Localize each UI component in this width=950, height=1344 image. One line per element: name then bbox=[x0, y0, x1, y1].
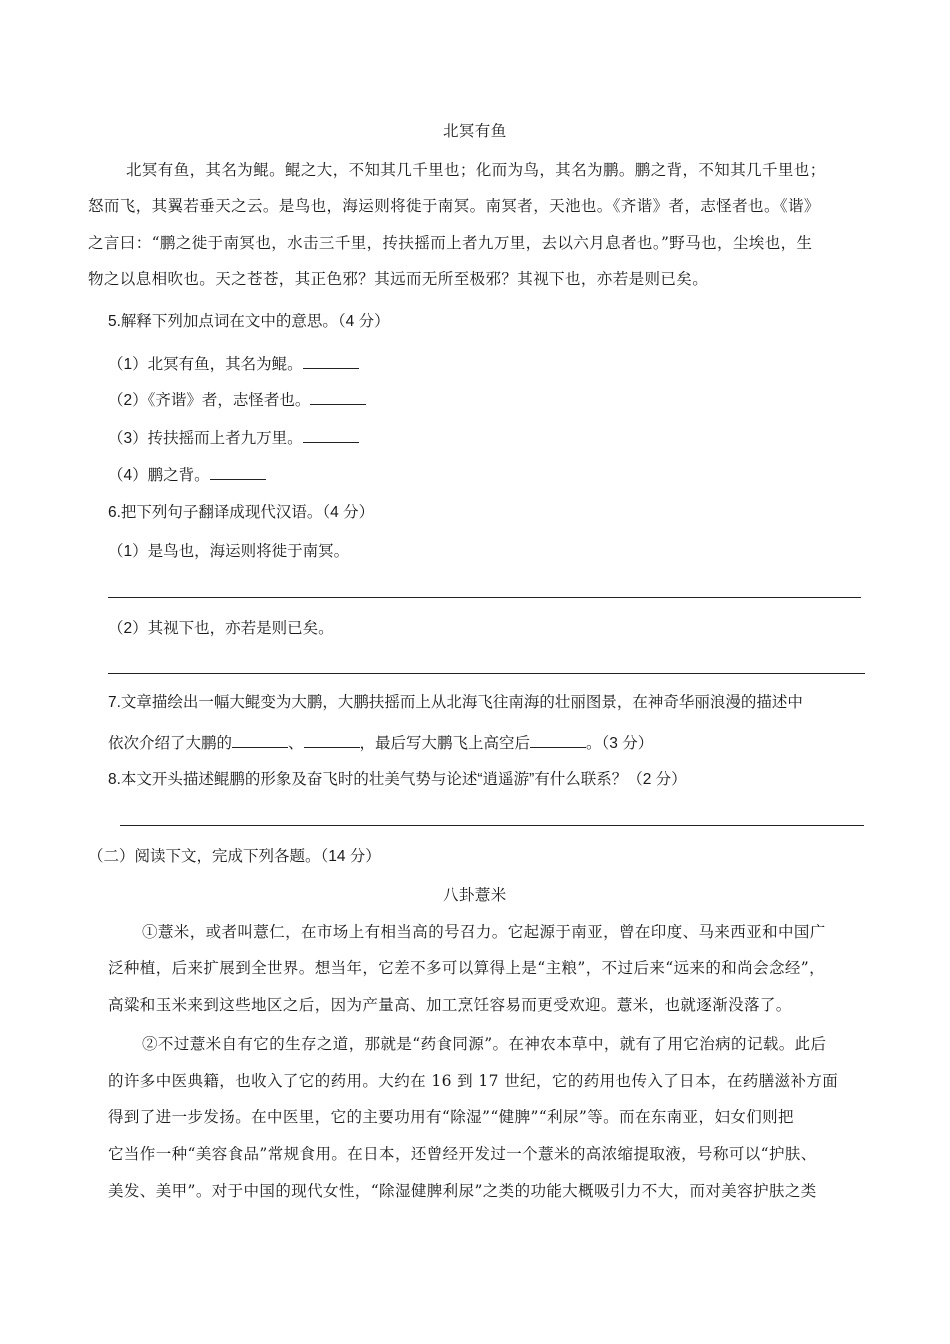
answer-blank[interactable] bbox=[310, 388, 366, 405]
passage-line: 物之以息相吹也。天之苍苍，其正色邪？其远而无所至极邪？其视下也，亦若是则已矣。 bbox=[88, 270, 709, 288]
passage-line: ①薏米，或者叫薏仁，在市场上有相当高的号召力。它起源于南亚，曾在印度、马来西亚和中国广 bbox=[142, 923, 826, 941]
question-7-line: 7.文章描绘出一幅大鲲变为大鹏，大鹏扶摇而上从北海飞往南海的壮丽图景，在神奇华丽浪漫的描述中 bbox=[108, 694, 803, 711]
passage-line: 美发、美甲”。对于中国的现代女性，“除湿健脾利尿”之类的功能大概吸引力不大，而对美容护肤之类 bbox=[108, 1182, 817, 1200]
answer-blank[interactable] bbox=[303, 352, 359, 369]
passage-line: ②不过薏米自有它的生存之道，那就是“药食同源”。在神农本草中，就有了用它治病的记载。此后 bbox=[142, 1035, 827, 1053]
item-text: （4）鹏之背。 bbox=[108, 467, 210, 484]
question-5-stem: 5.解释下列加点词在文中的意思。（4 分） bbox=[108, 313, 390, 330]
q7-text: 、 bbox=[288, 735, 304, 752]
question-5-item bbox=[108, 426, 359, 450]
question-6-stem: 6.把下列句子翻译成现代汉语。（4 分） bbox=[108, 504, 375, 521]
answer-blank[interactable] bbox=[530, 731, 586, 748]
passage-title: 北冥有鱼 bbox=[443, 122, 507, 140]
passage-line: 之言曰：“鹏之徙于南冥也，水击三千里，抟扶摇而上者九万里，去以六月息者也。”野马也，尘埃也，生 bbox=[88, 234, 813, 252]
answer-line[interactable] bbox=[108, 597, 861, 598]
q7-text: 。（3 分） bbox=[586, 735, 654, 752]
question-5-item bbox=[108, 463, 266, 487]
answer-blank[interactable] bbox=[304, 731, 360, 748]
section-2-heading: （二）阅读下文，完成下列各题。（14 分） bbox=[88, 848, 381, 865]
passage-line: 的许多中医典籍，也收入了它的药用。大约在 16 到 17 世纪，它的药用也传入了日本，在药膳滋补方面 bbox=[108, 1072, 839, 1090]
answer-blank[interactable] bbox=[210, 463, 266, 480]
passage-line: 高粱和玉米来到这些地区之后，因为产量高、加工烹饪容易而更受欢迎。薏米，也就逐渐没落了。 bbox=[108, 996, 792, 1014]
question-8-stem: 8.本文开头描述鲲鹏的形象及奋飞时的壮美气势与论述“逍遥游”有什么联系？（2 分） bbox=[108, 771, 687, 788]
q7-text: ，最后写大鹏飞上高空后 bbox=[359, 735, 531, 752]
passage-title: 八卦薏米 bbox=[443, 886, 507, 904]
answer-blank[interactable] bbox=[232, 731, 288, 748]
item-text: （2）《齐谐》者，志怪者也。 bbox=[108, 392, 311, 409]
question-7-line bbox=[108, 731, 653, 755]
item-text: （3）抟扶摇而上者九万里。 bbox=[108, 430, 303, 447]
q7-text: 依次介绍了大鹏的 bbox=[108, 735, 233, 752]
answer-line[interactable] bbox=[120, 825, 864, 826]
question-6-item: （1）是鸟也，海运则将徙于南冥。 bbox=[108, 543, 350, 560]
passage-line: 怒而飞，其翼若垂天之云。是鸟也，海运则将徙于南冥。南冥者，天池也。《齐谐》者，志怪者也。《谐》 bbox=[88, 197, 820, 215]
question-5-item bbox=[108, 352, 359, 376]
passage-line: 得到了进一步发扬。在中医里，它的主要功用有“除湿”“健脾”“利尿”等。而在东南亚，妇女们则把 bbox=[108, 1108, 794, 1126]
passage-line: 北冥有鱼，其名为鲲。鲲之大，不知其几千里也；化而为鸟，其名为鹏。鹏之背，不知其几千里也； bbox=[126, 161, 826, 179]
answer-line[interactable] bbox=[108, 673, 865, 674]
question-5-item bbox=[108, 388, 366, 412]
answer-blank[interactable] bbox=[303, 426, 359, 443]
passage-line: 它当作一种“美容食品”常规食用。在日本，还曾经开发过一个薏米的高浓缩提取液，号称可以“护肤、 bbox=[108, 1145, 817, 1163]
question-6-item: （2）其视下也，亦若是则已矣。 bbox=[108, 620, 334, 637]
item-text: （1）北冥有鱼，其名为鲲。 bbox=[108, 356, 303, 373]
passage-line: 泛种植，后来扩展到全世界。想当年，它差不多可以算得上是“主粮”，不过后来“远来的和尚会念经”， bbox=[108, 959, 825, 977]
